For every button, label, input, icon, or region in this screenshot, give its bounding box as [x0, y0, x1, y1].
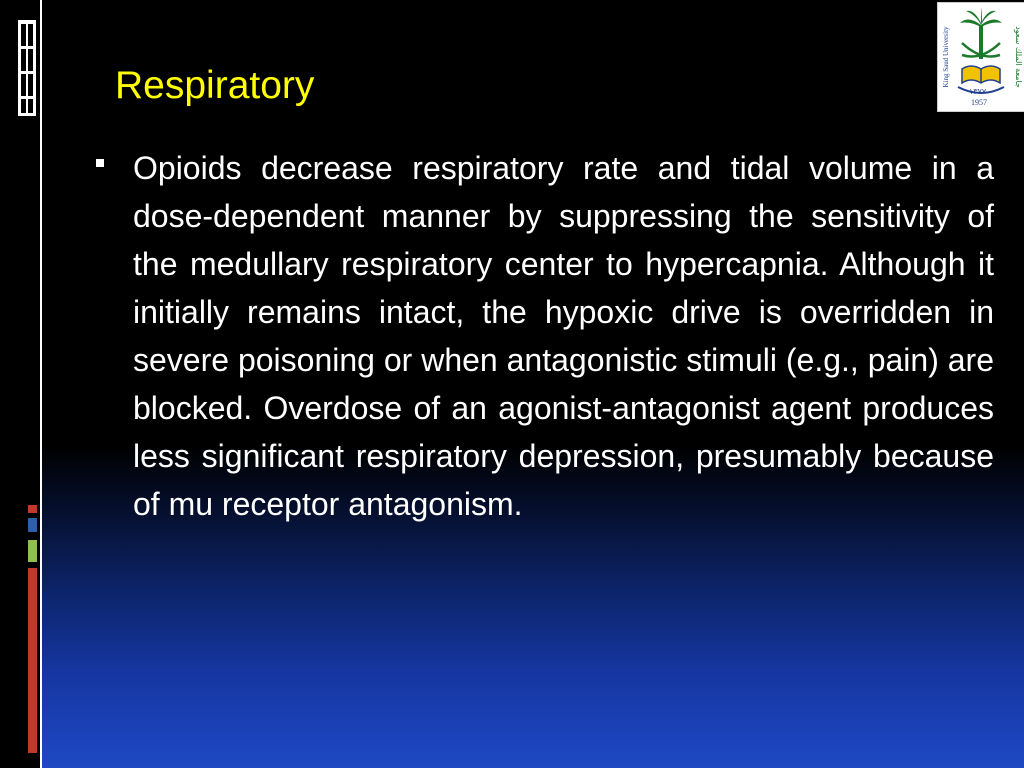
svg-text:جامعة الملك سعود: جامعة الملك سعود [1014, 26, 1023, 88]
left-motif [0, 0, 40, 768]
slide-title: Respiratory [115, 64, 315, 107]
logo-year: 1957 [971, 98, 987, 107]
bullet-text: Opioids decrease respiratory rate and tidal volume in a dose-dependent manner by suppressing the sensitivity of the medullary respiratory center to hypercapnia. Although it initially remains intact, the hypoxic drive is overridden in severe poisoning or when antagonistic stimuli (e.g., pain) are blocked. Overdose of an agonist-antagonist agent produces less significant respiratory depression, presumably because of mu receptor antagonism. [133, 150, 994, 522]
left-decorative-bar [0, 0, 40, 768]
university-logo [937, 2, 1024, 112]
logo-year-hijri: ١٣٧٧ [969, 87, 987, 96]
bullet-square-icon [96, 159, 104, 167]
svg-text:King Saud University: King Saud University [942, 26, 950, 88]
